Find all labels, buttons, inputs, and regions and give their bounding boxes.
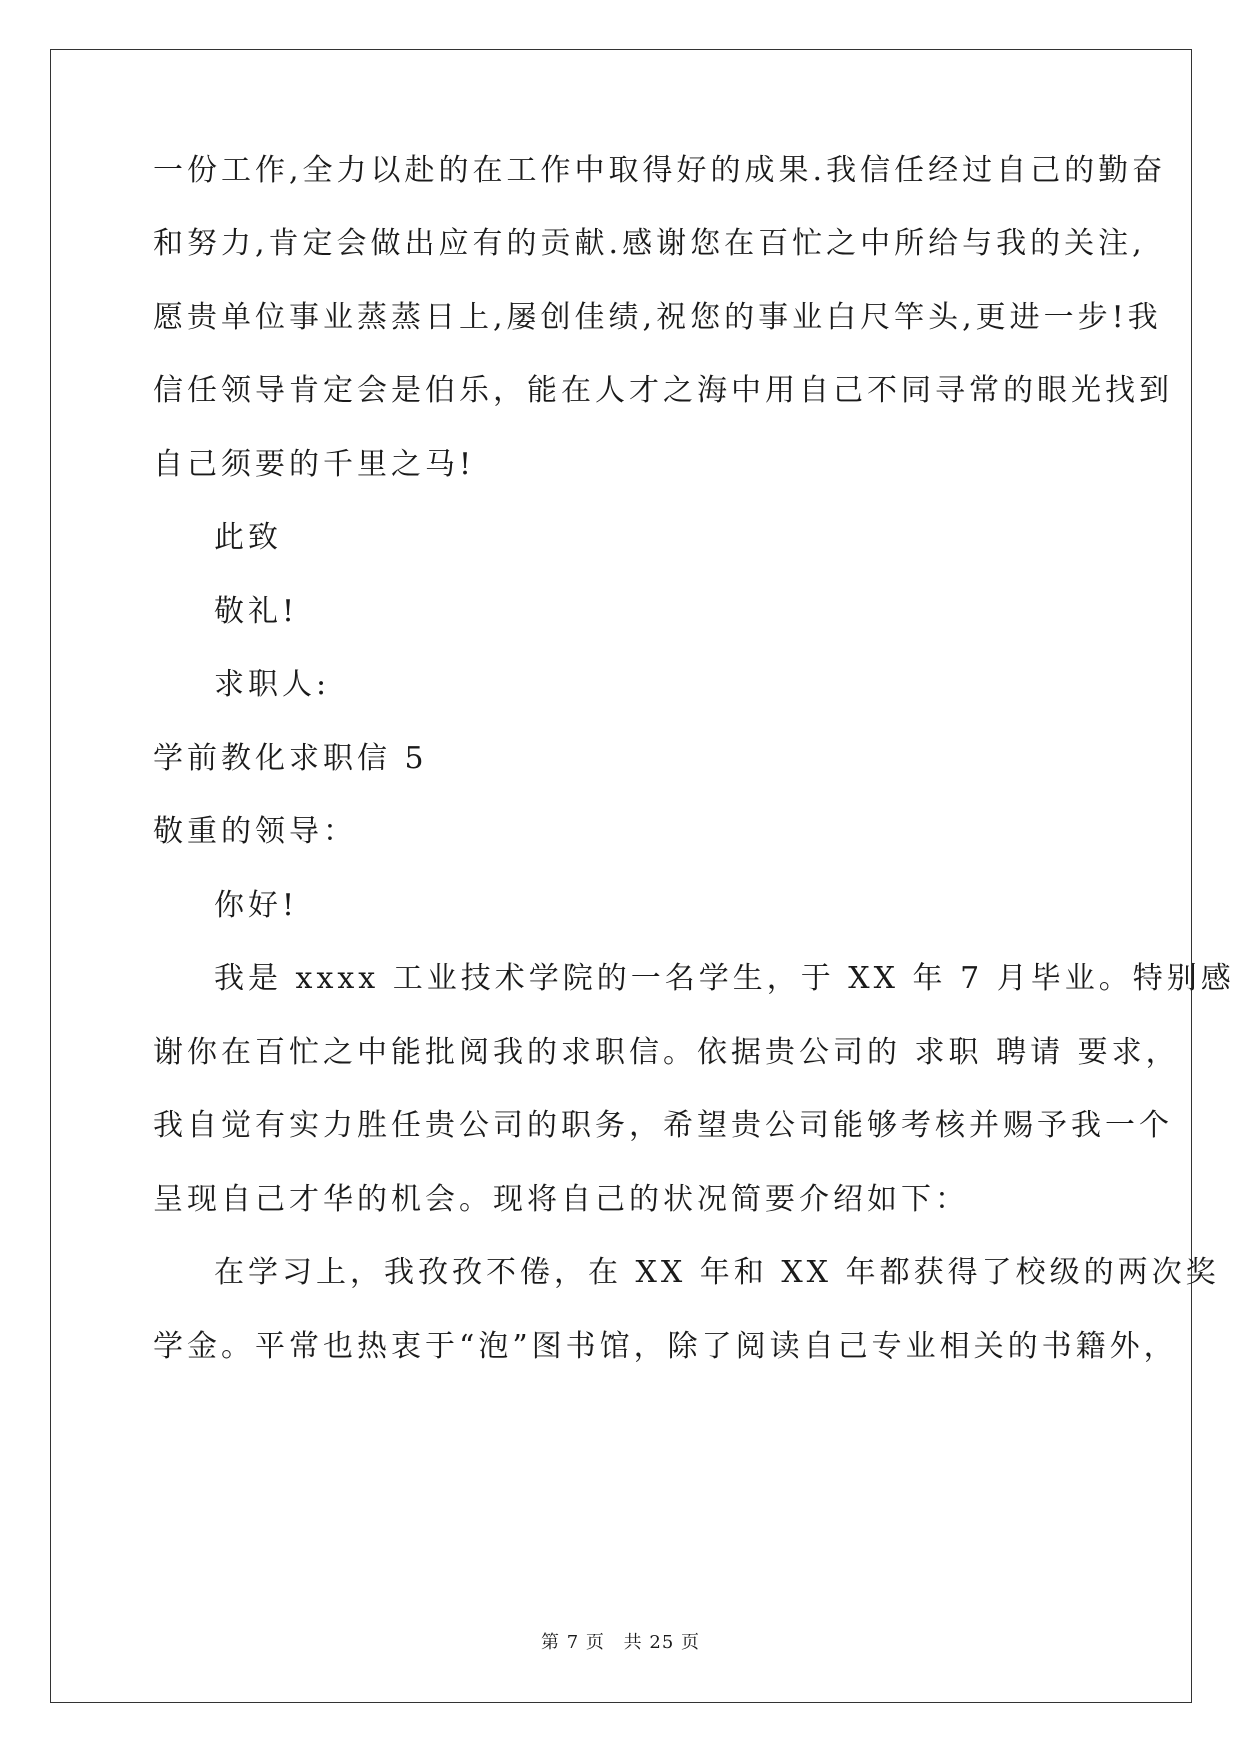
letter-addressee: 敬重的领导： (153, 814, 357, 849)
section-title: 学前教化求职信 5 (153, 741, 428, 776)
paragraph-line: 和努力,肯定会做出应有的贡献.感谢您在百忙之中所给与我的关注, (153, 226, 1146, 261)
paragraph-line: 呈现自己才华的机会。现将自己的状况简要介绍如下： (153, 1182, 969, 1217)
paragraph-line: 我自觉有实力胜任贵公司的职务，希望贵公司能够考核并赐予我一个 (153, 1108, 1173, 1143)
page-number: 第 7 页 (541, 1632, 605, 1653)
paragraph-line: 自己须要的千里之马! (153, 447, 476, 482)
page-footer (0, 1628, 1241, 1654)
closing-salutation: 此致 (214, 520, 282, 555)
paragraph-line: 一份工作,全力以赴的在工作中取得好的成果.我信任经过自己的勤奋 (153, 153, 1167, 188)
paragraph-line: 愿贵单位事业蒸蒸日上,屡创佳绩,祝您的事业白尺竿头,更进一步!我 (153, 300, 1162, 335)
closing-regards: 敬礼! (214, 594, 299, 629)
page-total: 共 25 页 (623, 1632, 700, 1653)
paragraph-line: 谢你在百忙之中能批阅我的求职信。依据贵公司的 求职 聘请 要求， (153, 1035, 1180, 1070)
applicant-signature-label: 求职人: (214, 667, 331, 702)
paragraph-line: 我是 xxxx 工业技术学院的一名学生，于 XX 年 7 月毕业。特别感 (214, 961, 1235, 996)
paragraph-line: 信任领导肯定会是伯乐，能在人才之海中用自己不同寻常的眼光找到 (153, 373, 1173, 408)
paragraph-line: 学金。平常也热衷于“泡”图书馆，除了阅读自己专业相关的书籍外， (153, 1329, 1178, 1364)
letter-greeting: 你好! (214, 888, 299, 923)
paragraph-line: 在学习上，我孜孜不倦，在 XX 年和 XX 年都获得了校级的两次奖 (214, 1255, 1220, 1290)
